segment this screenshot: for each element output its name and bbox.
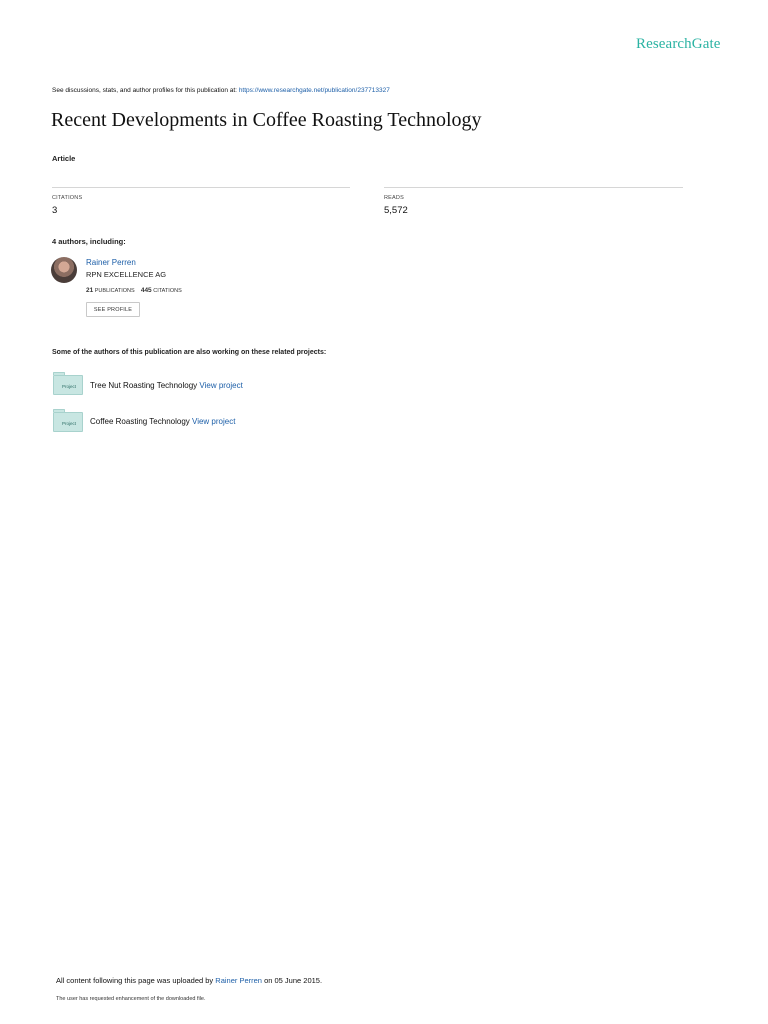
uploaded-suffix: on 05 June 2015. (264, 976, 323, 985)
author-avatar[interactable] (51, 257, 77, 283)
project-name: Tree Nut Roasting Technology (90, 381, 198, 390)
researchgate-logo[interactable]: ResearchGate (636, 36, 721, 52)
author-publications-label: PUBLICATIONS (94, 288, 135, 294)
view-project-link[interactable]: View project (192, 417, 236, 426)
reads-divider (384, 187, 683, 188)
author-name-link[interactable]: Rainer Perren (86, 258, 136, 267)
project-item (90, 417, 235, 426)
see-profile-button[interactable]: SEE PROFILE (86, 302, 140, 317)
view-project-link[interactable]: View project (199, 381, 243, 390)
related-projects-header: Some of the authors of this publication are also working on these related projects: (52, 349, 327, 356)
author-citations-count: 445 (140, 287, 152, 294)
project-name: Coffee Roasting Technology (90, 417, 190, 426)
project-folder-icon[interactable] (53, 412, 83, 432)
citations-divider (52, 187, 350, 188)
project-icon-label: Project (61, 421, 76, 426)
author-institution: RPN EXCELLENCE AG (86, 270, 167, 279)
publication-type: Article (52, 154, 76, 163)
project-item (90, 381, 243, 390)
author-publications-count: 21 (86, 287, 94, 294)
reads-label: READS (384, 195, 404, 201)
publication-title: Recent Developments in Coffee Roasting Technology (51, 109, 482, 131)
reads-value: 5,572 (384, 205, 408, 216)
author-stats (86, 287, 182, 294)
discussion-line (52, 87, 390, 94)
enhancement-note: The user has requested enhancement of the downloaded file. (56, 996, 206, 1002)
citations-value: 3 (52, 205, 58, 216)
project-icon-label: Project (61, 384, 76, 389)
uploader-link[interactable]: Rainer Perren (215, 976, 262, 985)
uploaded-line (56, 976, 322, 985)
author-citations-label: CITATIONS (153, 288, 182, 294)
uploaded-prefix: All content following this page was uploaded by (56, 976, 214, 985)
authors-header: 4 authors, including: (52, 237, 126, 246)
discussion-text: See discussions, stats, and author profiles for this publication at: (52, 87, 237, 94)
publication-url-link[interactable]: https://www.researchgate.net/publication/237713327 (238, 87, 390, 94)
project-folder-icon[interactable] (53, 375, 83, 395)
citations-label: CITATIONS (52, 195, 83, 201)
